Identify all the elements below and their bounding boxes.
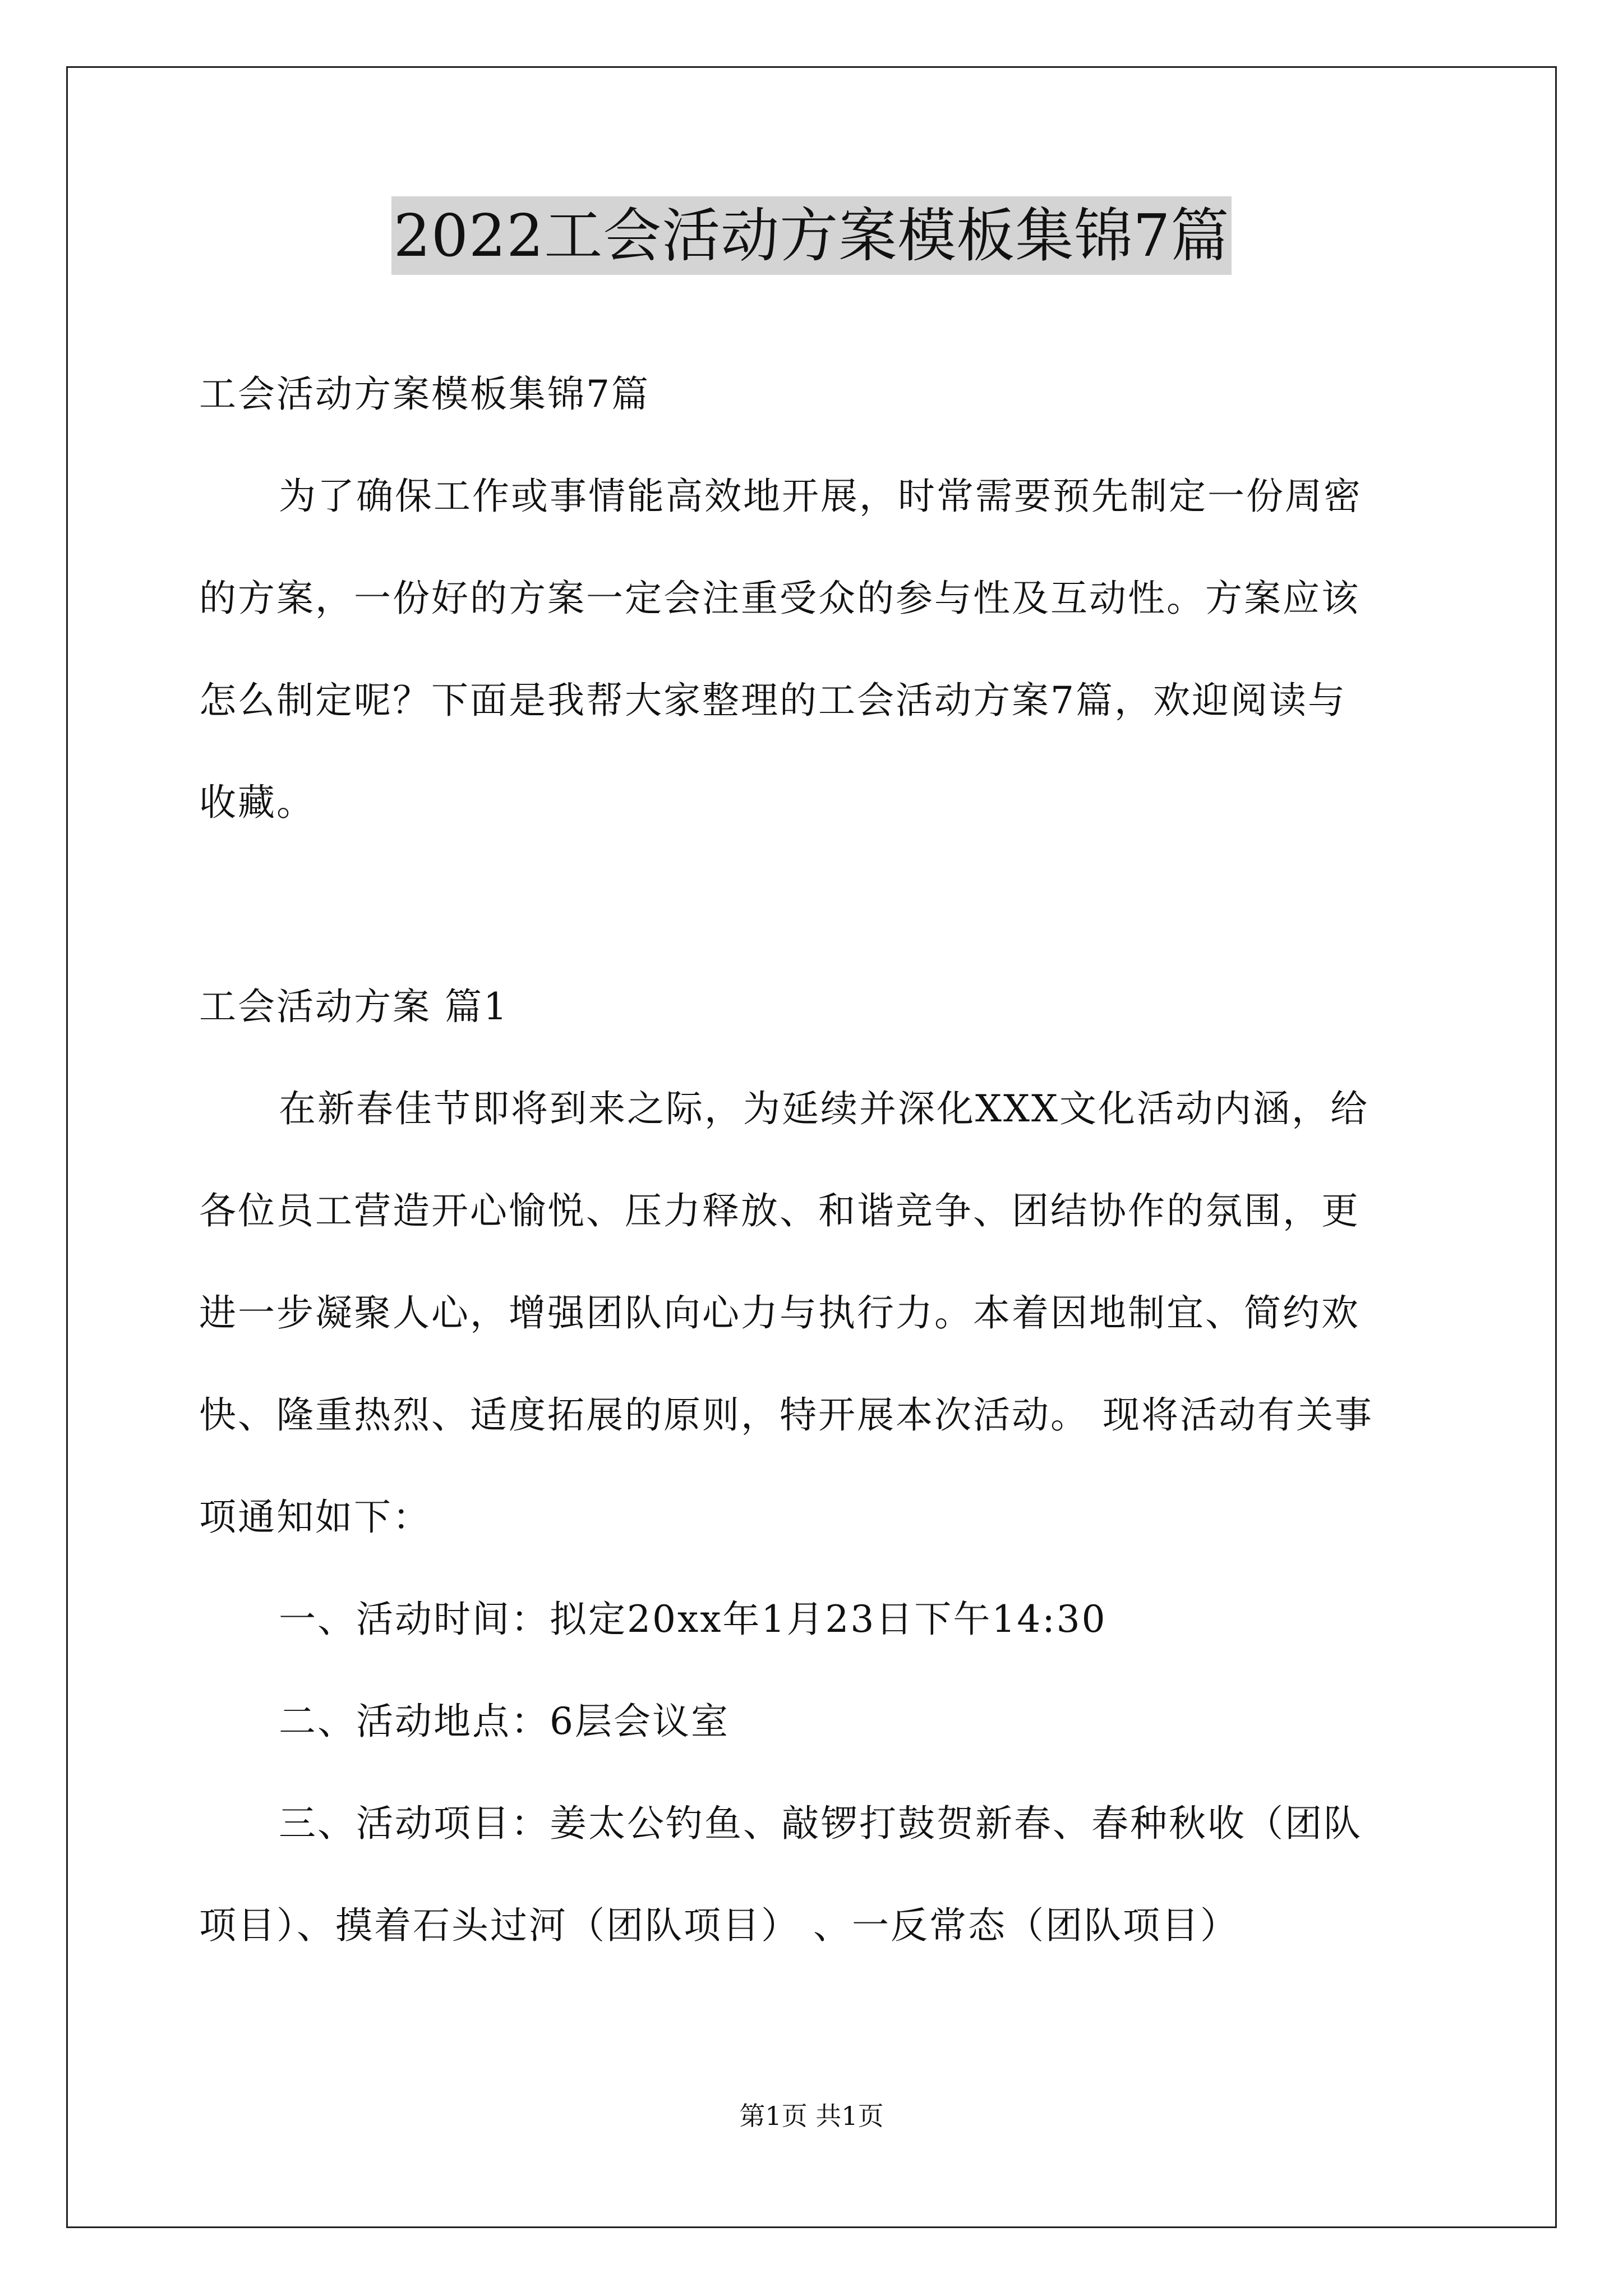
item-time: 一、活动时间：拟定20xx年1月23日下午14:30 <box>279 1598 1107 1641</box>
section-line: 各位员工营造开心愉悦、压力释放、和谐竞争、团结协作的氛围，更 <box>199 1189 1360 1232</box>
intro-line: 怎么制定呢？下面是我帮大家整理的工会活动方案7篇，欢迎阅读与 <box>199 679 1347 722</box>
paragraph-gap <box>199 854 1433 956</box>
document-title: 2022工会活动方案模板集锦7篇 <box>391 196 1232 275</box>
section-line: 快、隆重热烈、适度拓展的原则，特开展本次活动。 现将活动有关事 <box>199 1393 1373 1437</box>
section-line: 进一步凝聚人心，增强团队向心力与执行力。本着因地制宜、简约欢 <box>199 1291 1360 1335</box>
item-projects-line: 三、活动项目：姜太公钓鱼、敲锣打鼓贺新春、春种秋收（团队 <box>279 1802 1362 1845</box>
page-footer: 第1页 共1页 <box>739 2101 884 2131</box>
intro-line: 收藏。 <box>199 781 315 824</box>
section-line: 项通知如下： <box>199 1496 431 1539</box>
section-line: 在新春佳节即将到来之际，为延续并深化XXX文化活动内涵，给 <box>279 1087 1369 1130</box>
intro-line: 的方案，一份好的方案一定会注重受众的参与性及互动性。方案应该 <box>199 577 1360 620</box>
item-projects-line: 项目）、摸着石头过河（团队项目） 、一反常态（团队项目） <box>199 1904 1239 1947</box>
document-subtitle: 工会活动方案模板集锦7篇 <box>199 372 650 416</box>
section-heading: 工会活动方案 篇1 <box>199 985 509 1028</box>
title-block <box>0 196 1623 275</box>
item-place: 二、活动地点：6层会议室 <box>279 1700 730 1743</box>
document-body <box>199 343 1433 1977</box>
intro-line: 为了确保工作或事情能高效地开展，时常需要预先制定一份周密 <box>279 475 1362 518</box>
